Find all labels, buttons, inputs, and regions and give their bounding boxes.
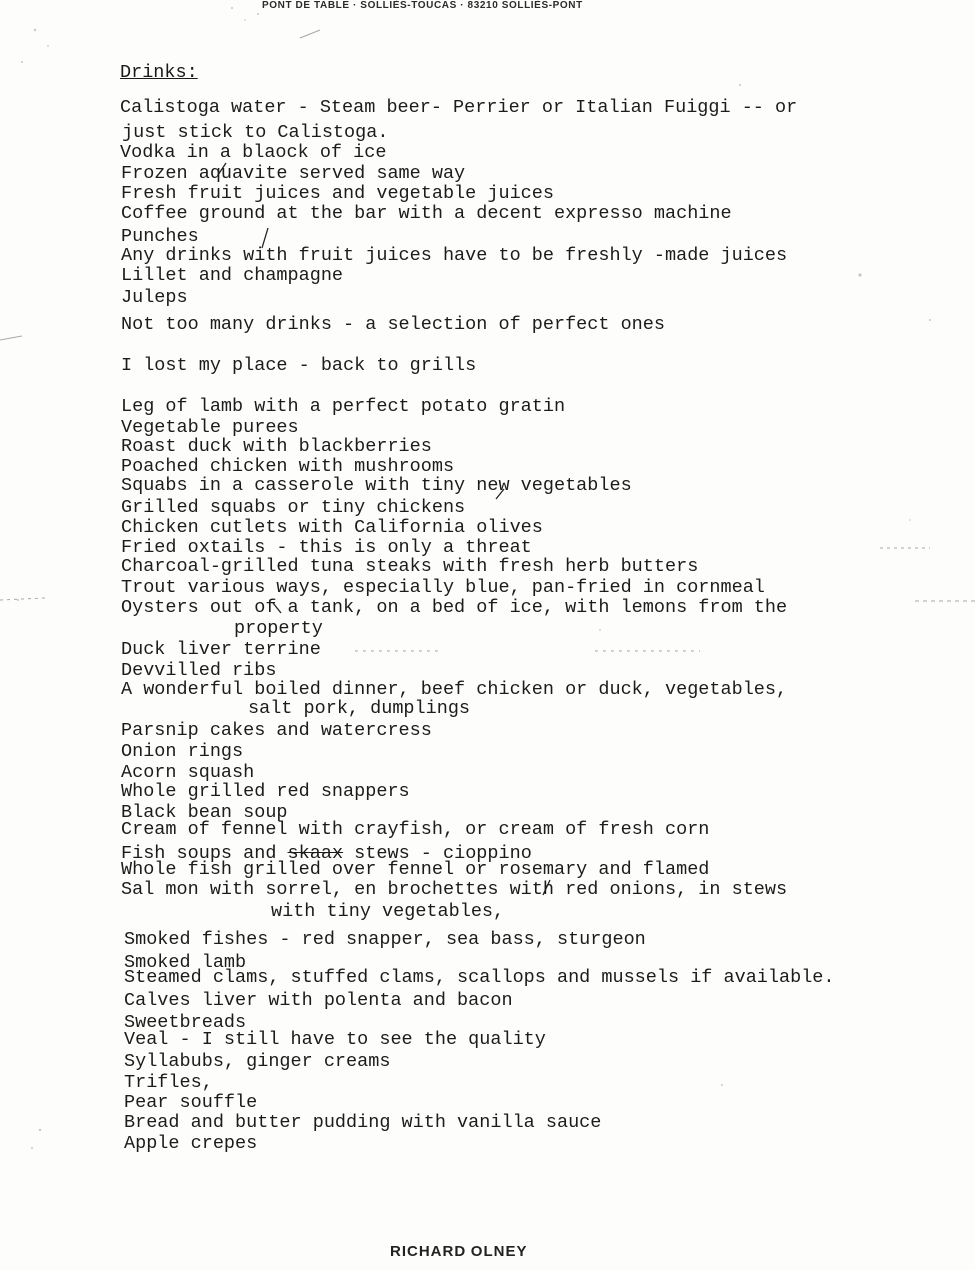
menu-line-part: Fish soups and [121, 843, 277, 864]
menu-line: Coffee ground at the bar with a decent expresso machine [121, 203, 732, 224]
letterhead: PONT DE TABLE · SOLLIÈS-TOUCAS · 83210 SOLLIÈS-PONT [262, 0, 583, 11]
menu-line: Fried oxtails - this is only a threat [121, 537, 532, 558]
menu-line: Smoked fishes - red snapper, sea bass, sturgeon [124, 929, 646, 950]
menu-line: Poached chicken with mushrooms [121, 456, 455, 477]
menu-line: Devvilled ribs [121, 660, 277, 681]
footer-first-name: RICHARD [390, 1243, 467, 1260]
menu-line: Not too many drinks - a selection of perfect ones [121, 314, 665, 335]
footer-last-name: OLNEY [470, 1243, 528, 1260]
menu-line: Vegetable purees [121, 417, 299, 438]
menu-line: Chicken cutlets with California olives [121, 517, 543, 538]
menu-line: just stick to Calistoga. [122, 122, 389, 143]
menu-line: Onion rings [121, 741, 244, 762]
menu-line: Veal - I still have to see the quality [124, 1029, 546, 1050]
menu-line: Cream of fennel with crayfish, or cream of fresh corn [121, 819, 710, 840]
menu-line: Pear souffle [124, 1092, 258, 1113]
menu-line: Squabs in a casserole with tiny new vegetables [121, 475, 632, 496]
menu-line: Charcoal-grilled tuna steaks with fresh herb butters [121, 556, 699, 577]
menu-line: Black bean soup [121, 802, 288, 823]
menu-line: A wonderful boiled dinner, beef chicken or duck, vegetables, [121, 679, 788, 700]
menu-line: Trout various ways, especially blue, pan-fried in cornmeal [121, 577, 765, 598]
menu-line: Parsnip cakes and watercress [121, 720, 432, 741]
menu-line: Whole fish grilled over fennel or rosemary and flamed [121, 859, 710, 880]
menu-line: with tiny vegetables, [271, 901, 505, 922]
menu-line: Any drinks with fruit juices have to be freshly -made juices [121, 245, 788, 266]
menu-line: Whole grilled red snappers [121, 781, 410, 802]
menu-line: Trifles, [124, 1072, 213, 1093]
menu-line: Acorn squash [121, 762, 255, 783]
menu-line: property [234, 618, 323, 639]
menu-line: Apple crepes [124, 1133, 258, 1154]
footer-signature-name [390, 1243, 527, 1260]
menu-line: Juleps [121, 287, 188, 308]
menu-line: Leg of lamb with a perfect potato gratin [121, 396, 566, 417]
menu-line: Steamed clams, stuffed clams, scallops and mussels if available. [124, 967, 835, 988]
menu-line: Fresh fruit juices and vegetable juices [121, 183, 554, 204]
menu-line: Punches [121, 226, 199, 247]
menu-line: Lillet and champagne [121, 265, 344, 286]
menu-line: Syllabubs, ginger creams [124, 1051, 391, 1072]
struck-word: skaax [287, 843, 344, 864]
menu-line: Oysters out of a tank, on a bed of ice, with lemons from the [121, 597, 788, 618]
drinks-heading: Drinks: [120, 62, 198, 83]
menu-line: Sweetbreads [124, 1012, 247, 1033]
menu-line: Roast duck with blackberries [121, 436, 432, 457]
menu-line: Vodka in a blaock of ice [120, 142, 387, 163]
menu-line: Bread and butter pudding with vanilla sauce [124, 1112, 602, 1133]
menu-line: Calves liver with polenta and bacon [124, 990, 513, 1011]
menu-line-part: stews - cioppino [354, 843, 532, 864]
menu-line: I lost my place - back to grills [121, 355, 477, 376]
menu-line: Duck liver terrine [121, 639, 321, 660]
menu-line: salt pork, dumplings [248, 698, 471, 719]
menu-line: Frozen aquavite served same way [121, 163, 466, 184]
menu-line: Grilled squabs or tiny chickens [121, 497, 466, 518]
menu-line: Calistoga water - Steam beer- Perrier or Italian Fuiggi -- or [120, 97, 798, 118]
menu-line: Smoked lamb [124, 952, 247, 973]
menu-line: Sal mon with sorrel, en brochettes with red onions, in stews [121, 879, 788, 900]
